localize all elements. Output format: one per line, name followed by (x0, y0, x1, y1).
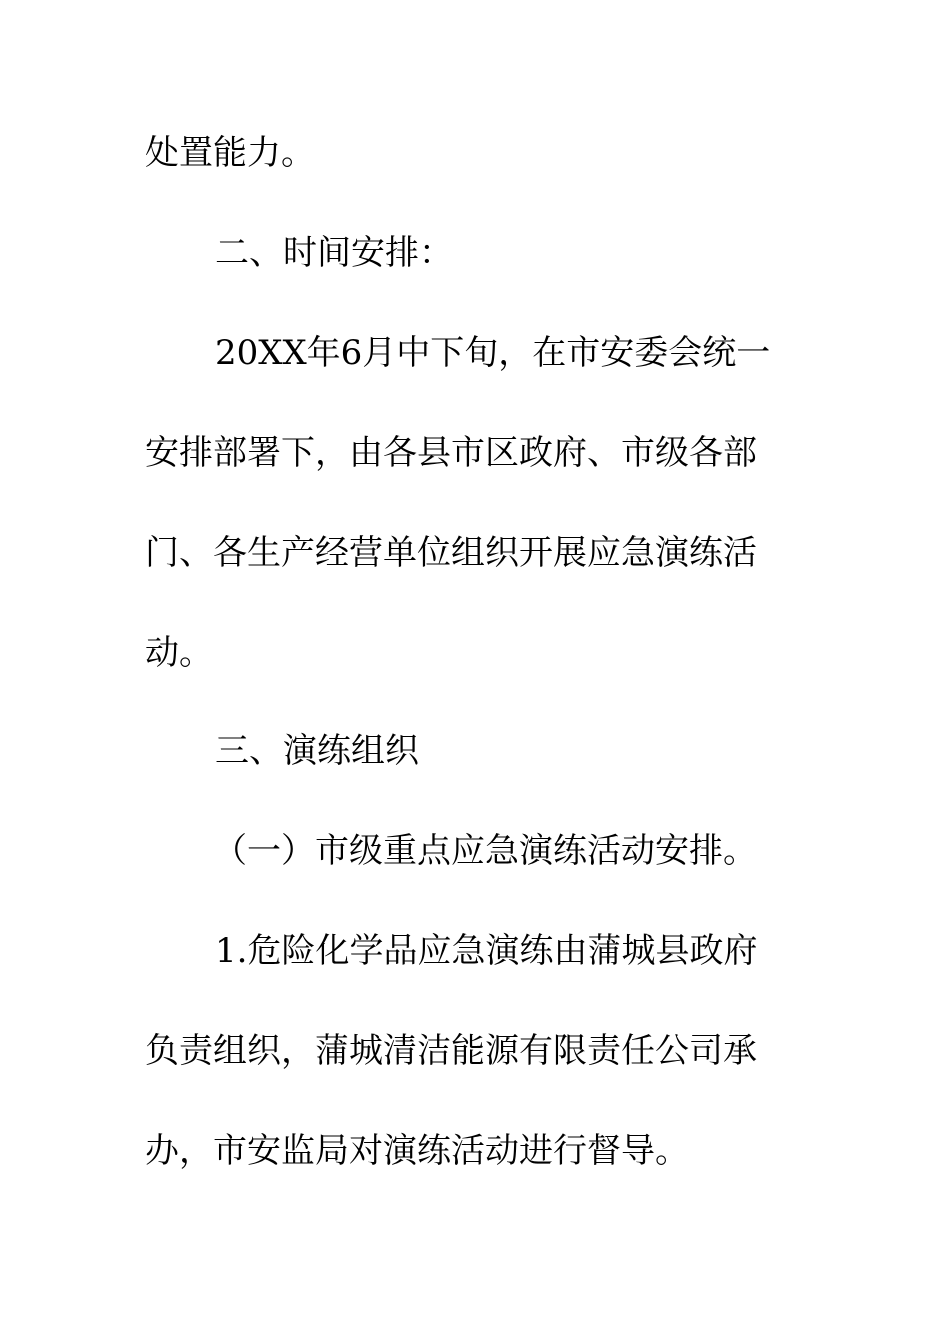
paragraph-line-10: 负责组织，蒲城清洁能源有限责任公司承 (145, 1031, 757, 1071)
paragraph-line-1: 处置能力。 (145, 133, 315, 173)
subsection-heading: （一）市级重点应急演练活动安排。 (213, 831, 757, 871)
paragraph-line-3: 20XX年6月中下旬，在市安委会统一 (215, 333, 771, 373)
paragraph-line-5: 门、各生产经营单位组织开展应急演练活 (145, 533, 757, 573)
paragraph-line-9: 1.危险化学品应急演练由蒲城县政府 (215, 931, 758, 971)
paragraph-line-4: 安排部署下，由各县市区政府、市级各部 (145, 433, 757, 473)
section-heading-time: 二、时间安排： (215, 233, 453, 273)
paragraph-line-11: 办，市安监局对演练活动进行督导。 (145, 1131, 689, 1171)
paragraph-line-6: 动。 (145, 633, 213, 673)
section-heading-organization: 三、演练组织 (215, 731, 419, 771)
